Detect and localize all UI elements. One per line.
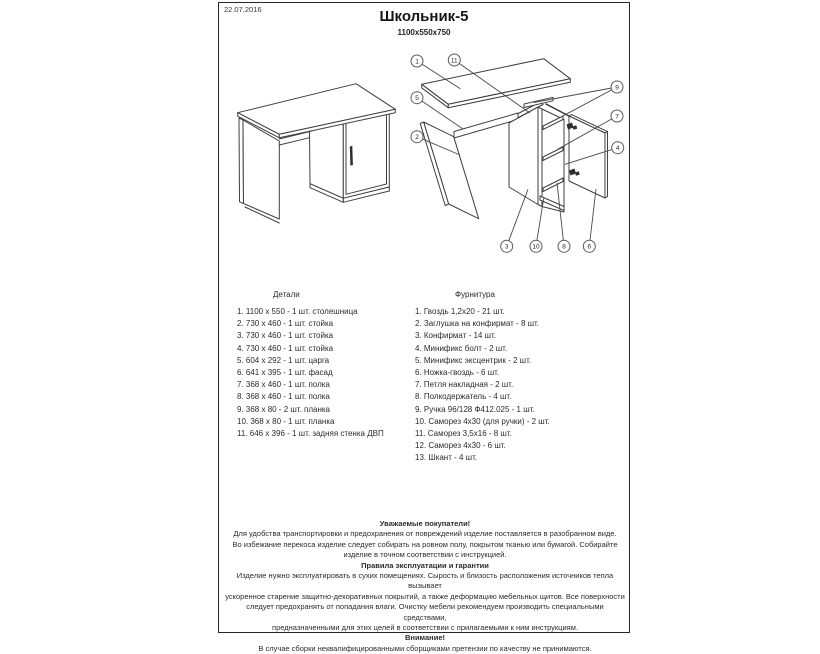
list-item: 1. 1100 x 550 - 1 шт. столешница [237,307,358,316]
list-item: 10. 368 x 80 - 1 шт. планка [237,416,335,426]
svg-text:11: 11 [450,57,458,65]
list-item: 6. Ножка-гвоздь - 6 шт. [415,368,500,378]
list-item: 5. 604 x 292 - 1 шт. царга [237,355,330,365]
dimensions-label: 1100x550x750 [397,28,451,37]
part-door [567,115,608,198]
list-item: 9. Ручка 96/128 Ф412.025 - 1 шт. [415,404,535,414]
list-item: 8. Полкодержатель - 4 шт. [415,392,512,402]
parts-list [237,306,384,440]
svg-text:8: 8 [562,243,566,251]
notice-line: Для удобства транспортировки и предохранения от повреждений изделие поставляется в разобранном виде. [233,529,617,539]
list-item: 13. Шкант - 4 шт. [415,453,478,463]
part-left-panel [420,122,479,219]
list-item: 8. 368 x 460 - 1 шт. полка [237,392,330,402]
instruction-page [218,2,630,653]
callout-10 [530,240,542,252]
svg-text:9: 9 [615,84,619,92]
part-cabinet-side [509,107,542,207]
customer-notice [224,519,626,654]
svg-text:1: 1 [415,58,419,66]
svg-text:5: 5 [415,95,419,102]
callout-6 [583,240,595,252]
part-tsarga [454,113,518,138]
list-item: 6. 641 x 395 - 1 шт. фасад [237,368,333,378]
callout-3 [501,240,513,252]
list-item: 1. Гвоздь 1,2x20 - 21 шт. [415,307,505,316]
callout-1 [411,55,423,67]
list-item: 11. Саморез 3,5x16 - 8 шт. [415,429,512,439]
callout-7 [611,110,623,122]
notice-line: Во избежание перекоса изделие следует собирать на ровном полу, покрытом тканью или бумагой. Собирайте [232,539,618,549]
hardware-list-header: Фурнитура [455,290,495,299]
notice-line: Уважаемые покупатели! [379,519,471,528]
svg-text:10: 10 [532,243,540,251]
list-item: 4. 730 x 460 - 1 шт. стойка [237,343,334,353]
page-title: Школьник-5 [379,8,469,25]
list-item: 4. Минификс болт - 2 шт. [415,343,508,353]
parts-list-header: Детали [273,290,300,299]
list-item: 7. Петля накладная - 2 шт. [415,380,514,390]
cabinet-opening [540,109,564,212]
callout-9 [611,81,623,93]
date-label: 22.07.2016 [224,5,262,14]
notice-line: ускоренное старение защитно-декоративных покрытий, а также деформацию мебельных щитов. Все поверхности [225,591,625,601]
list-item: 12. Саморез 4x30 - 6 шт. [415,441,506,451]
notice-line: Изделие нужно эксплуатировать в сухих помещениях. Сырость и близость расположения источников тепла вызывает [236,571,614,591]
hardware-list [415,306,550,465]
exploded-view-drawing [406,46,631,261]
notice-line: следует предохранять от попадания влаги. Очистку мебели рекомендуем производить специальными средствами, [246,602,604,622]
svg-text:6: 6 [587,243,592,251]
callout-5 [411,92,423,104]
list-item: 2. Заглушка на конфирмат - 8 шт. [415,319,540,329]
svg-text:3: 3 [504,243,509,251]
list-item: 3. 730 x 460 - 1 шт. стойка [237,331,334,341]
notice-line: Правила эксплуатации и гарантии [361,560,489,570]
notice-line: Внимание! [405,633,445,643]
list-item: 7. 368 x 460 - 1 шт. полка [237,380,330,390]
list-item: 3. Конфирмат - 14 шт. [415,331,497,341]
svg-text:4: 4 [615,145,620,152]
callout-11 [448,54,460,66]
list-item: 10. Саморез 4x30 (для ручки) - 2 шт. [415,416,550,426]
callout-8 [558,240,570,252]
list-item: 2. 730 x 460 - 1 шт. стойка [237,319,334,329]
svg-text:2: 2 [415,134,419,141]
list-item: 9. 368 x 80 - 2 шт. планка [237,404,330,414]
notice-line: изделие в точном соответствии с инструкцией. [343,550,507,560]
callout-4 [612,142,624,154]
list-item: 11. 646 x 396 - 1 шт. задняя стенка ДВП [237,429,384,439]
notice-line: В случае сборки неквалифицированными сборщиками претензии по качеству не принимаются. [258,643,592,653]
svg-text:7: 7 [615,113,619,121]
list-item: 5. Минификс эксцентрик - 2 шт. [415,355,532,365]
callout-2 [411,131,423,143]
assembled-desk-drawing [226,81,411,233]
notice-line: предназначенными для этих целей в соответствии с прилагаемыми к ним инструкциям. [272,623,578,633]
